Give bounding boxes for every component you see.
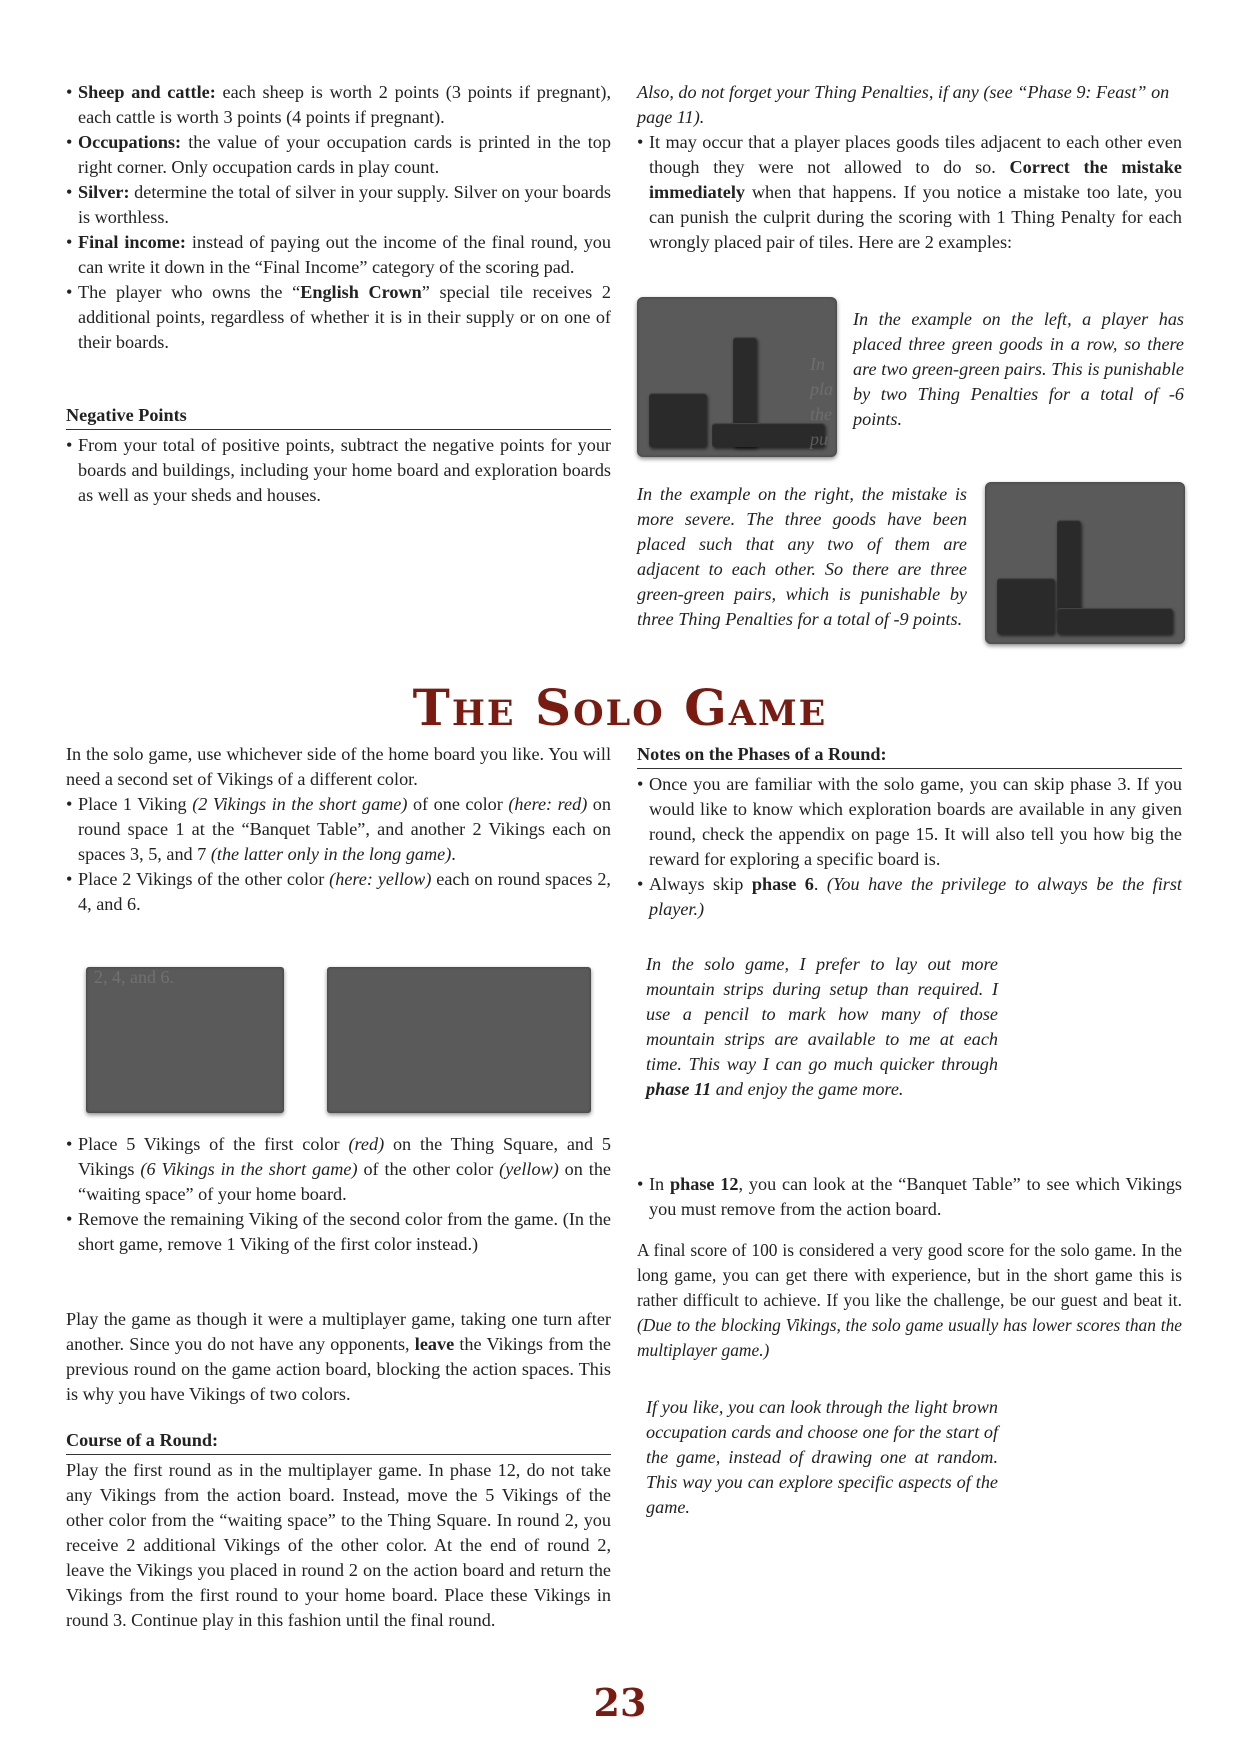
page-number: 23 [593,1680,647,1725]
solo-setup-column [66,742,611,917]
positive-points-list [66,80,611,355]
ghost-text: 2, 4, and 6. [94,967,174,987]
list-item: • Place 1 Viking (2 Vikings in the short game) of one color (here: red) on round space 1 at the “Banquet Table”, and another 2 Vikings each on spaces 3, 5, and 7 (the latter only in the long game). [66,792,611,867]
course-of-round-section [66,1428,611,1633]
goods-tile [1057,520,1081,620]
example-image-right [985,482,1185,644]
goods-tile [1057,608,1173,634]
setup-image-2 [327,967,591,1113]
list-item: • Place 2 Vikings of the other color (here: yellow) each on round spaces 2, 4, and 6. [66,867,611,917]
list-item: • From your total of positive points, subtract the negative points for your boards and buildings, including your home board and exploration boards as well as your sheds and houses. [66,433,611,508]
negative-points-heading: Negative Points [66,403,611,430]
scoring-left-column [66,80,611,355]
final-score-paragraph: A final score of 100 is considered a very good score for the solo game. In the long game, you can get there with experience, but in the short game this is rather difficult to achieve. If you like the challenge, be our guest and beat it. (Due to the blocking Vikings, the solo game usually has lower scores than the multiplayer game.) [637,1240,1182,1360]
phase-notes-column [637,742,1182,922]
ghost-text: In pla the pu [810,354,834,449]
example-image-left [637,297,837,457]
list-item: • Once you are familiar with the solo game, you can skip phase 3. If you would like to know which exploration boards are available in any given round, check the appendix on page 15. It will also tell you how big the reward for exploring a specific board is. [637,772,1182,872]
section-title: The Solo Game [412,678,828,737]
list-item: • The player who owns the “English Crown” special tile receives 2 additional points, regardless of whether it is in their supply or on one of their boards. [66,280,611,355]
list-item: • Always skip phase 6. (You have the privilege to always be the first player.) [637,872,1182,922]
goods-tile [997,578,1055,634]
designer-tip-mountains: In the solo game, I prefer to lay out more mountain strips during setup than required. I use a pencil to mark how many of those mountain strips are available to me at each time. This way I can go much quicker through phase 11 and enjoy the game more. [646,954,998,1099]
list-item: • Sheep and cattle: each sheep is worth 2 points (3 points if pregnant), each cattle is worth 3 points (4 points if pregnant). [66,80,611,130]
course-heading: Course of a Round: [66,1428,611,1455]
list-item: • Remove the remaining Viking of the second color from the game. (In the short game, remove 1 Viking of the first color instead.) [66,1207,611,1257]
example-left-caption: In the example on the left, a player has placed three green goods in a row, so there are two green-green pairs. This is punishable by two Thing Penalties for a total of -6 points. [853,309,1184,429]
list-item: • Place 5 Vikings of the first color (red) on the Thing Square, and 5 Vikings (6 Vikings in the short game) of the other color (yellow) on the “waiting space” of your home board. [66,1132,611,1207]
list-item: • Final income: instead of paying out the income of the final round, you can write it down in the “Final Income” category of the scoring pad. [66,230,611,280]
goods-tile [649,393,707,447]
example-right-caption: In the example on the right, the mistake is more severe. The three goods have been placed such that any two of them are adjacent to each other. So there are three green-green pairs, which is punishable by three Thing Penalties for a total of -9 points. [637,484,967,629]
notes-heading: Notes on the Phases of a Round: [637,742,1182,769]
solo-setup-continued [66,1132,611,1257]
negative-points-section [66,403,611,508]
phase-12-note [637,1172,1182,1222]
list-item: • It may occur that a player places goods tiles adjacent to each other even though they were not allowed to do so. Correct the mistake immediately when that happens. If you notice a mistake too late, you can punish the culprit during the scoring with 1 Thing Penalty for each wrongly placed pair of tiles. Here are 2 examples: [637,130,1182,255]
solo-play-paragraph: Play the game as though it were a multiplayer game, taking one turn after another. Since you do not have any opponents, leave the Vikings from the previous round on the game action board, blocking the action spaces. This is why you have Vikings of two colors. [66,1309,611,1404]
thing-penalties-note: Also, do not forget your Thing Penalties, if any (see “Phase 9: Feast” on page 11). [637,82,1170,127]
goods-tile [712,423,825,447]
course-text: Play the first round as in the multiplayer game. In phase 12, do not take any Vikings from the action board. Instead, move the 5 Vikings of the other color from the “waiting space” to the Thing Square. In round 2, you receive 2 additional Vikings of the other color. At the end of round 2, leave the Vikings you placed in round 2 on the action board and return the Vikings from the first round to your home board. Place these Vikings in round 3. Continue play in this fashion until the final round. [66,1460,611,1630]
list-item: • Occupations: the value of your occupation cards is printed in the top right corner. Only occupation cards in play count. [66,130,611,180]
solo-intro: In the solo game, use whichever side of the home board you like. You will need a second set of Vikings of a different color. [66,744,611,789]
list-item: • Silver: determine the total of silver in your supply. Silver on your boards is worthless. [66,180,611,230]
list-item: • In phase 12, you can look at the “Banquet Table” to see which Vikings you must remove from the action board. [637,1172,1182,1222]
penalties-right-column [637,80,1182,255]
setup-image-1 [86,967,284,1113]
designer-tip-occupations: If you like, you can look through the light brown occupation cards and choose one for the start of the game, instead of drawing one at random. This way you can explore specific aspects of the game. [646,1397,998,1517]
